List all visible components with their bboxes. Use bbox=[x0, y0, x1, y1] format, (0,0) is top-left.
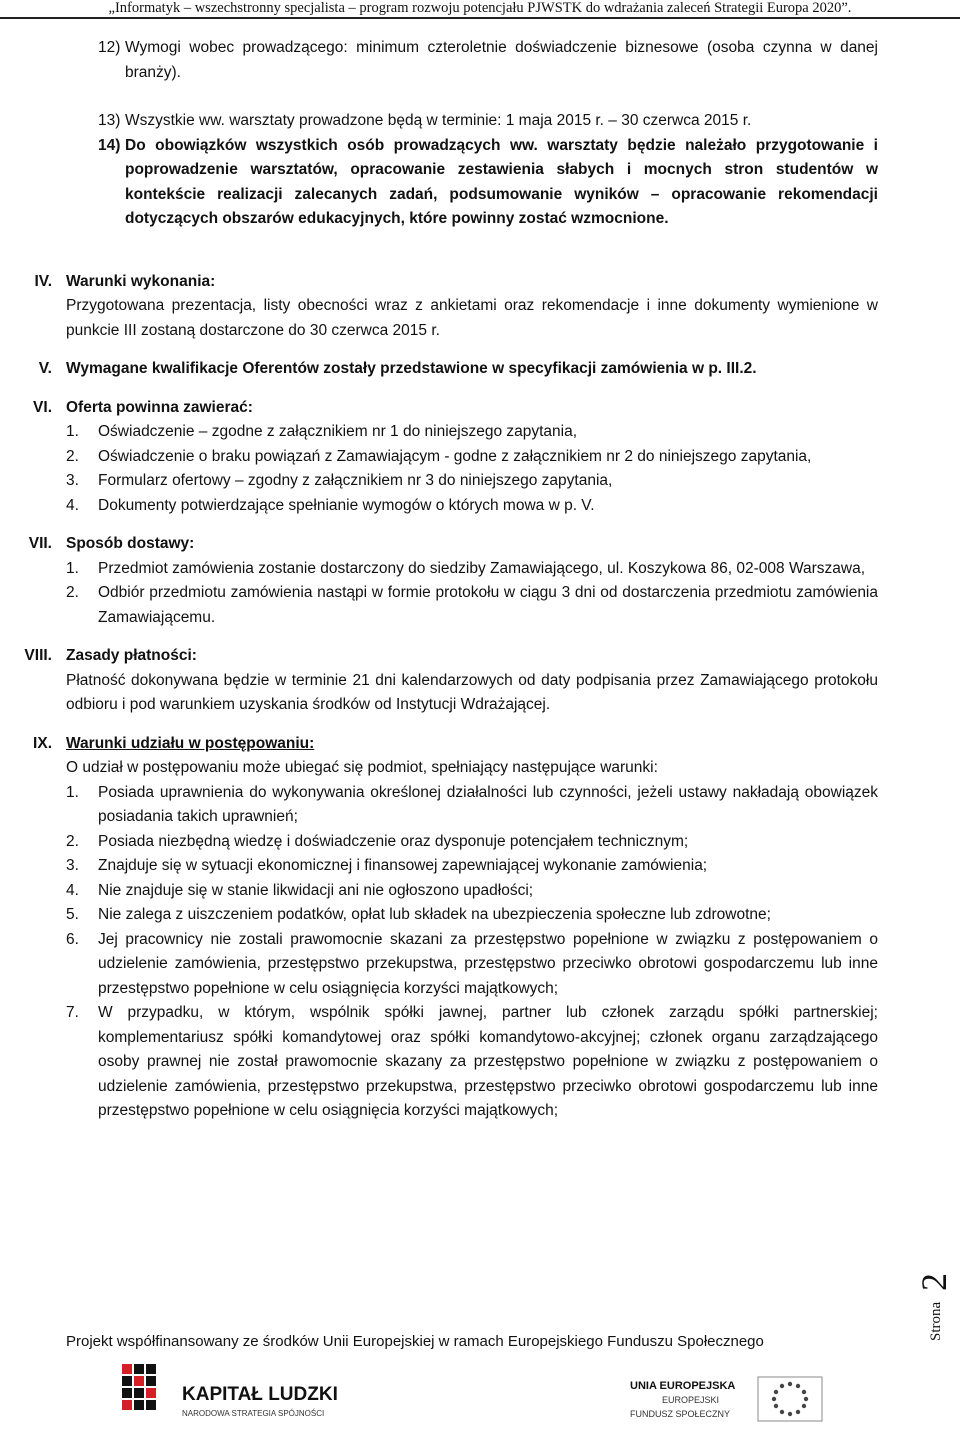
item-text: Nie zalega z uiszczeniem podatków, opłat lub składek na ubezpieczenia społeczne lub zdrowotne; bbox=[98, 906, 771, 923]
item-number: 7. bbox=[66, 1004, 79, 1021]
item-text: Oświadczenie o braku powiązań z Zamawiającym - godne z załącznikiem nr 2 do niniejszego zapytania, bbox=[98, 447, 812, 465]
section-number: V. bbox=[38, 360, 52, 377]
section-viii bbox=[0, 644, 960, 718]
eu-social-fund-logo bbox=[630, 1373, 830, 1433]
paragraph-13 bbox=[0, 109, 960, 134]
list-item bbox=[66, 1001, 878, 1124]
list-item bbox=[66, 494, 878, 519]
item-number: 2. bbox=[66, 832, 79, 850]
conditions-list bbox=[66, 781, 878, 1124]
section-title: Oferta powinna zawierać: bbox=[66, 398, 253, 416]
eu-logo-line2: EUROPEJSKI bbox=[662, 1395, 720, 1405]
item-number: 1. bbox=[66, 559, 79, 577]
item-number: 1. bbox=[66, 783, 79, 801]
section-title: Sposób dostawy: bbox=[66, 535, 195, 552]
kl-logo-subtitle: NARODOWA STRATEGIA SPÓJNOŚCI bbox=[182, 1409, 325, 1418]
section-number: VIII. bbox=[24, 647, 52, 664]
item-text: Nie znajduje się w stanie likwidacji ani nie ogłoszono upadłości; bbox=[98, 881, 534, 899]
item-text: Znajduje się w sytuacji ekonomicznej i finansowej zapewniającej wykonanie zamówienia; bbox=[98, 857, 708, 874]
list-item bbox=[66, 420, 878, 445]
section-title: Warunki udziału w postępowaniu: bbox=[66, 734, 315, 752]
eu-logo-line1: UNIA EUROPEJSKA bbox=[630, 1380, 736, 1392]
item-number: 4. bbox=[66, 881, 79, 899]
page-number: 2 bbox=[914, 1273, 954, 1291]
section-v bbox=[0, 357, 960, 382]
list-item bbox=[66, 469, 878, 494]
section-number: IV. bbox=[34, 272, 52, 290]
page-label: Strona bbox=[928, 1301, 944, 1341]
running-header: „Informatyk – wszechstronny specjalista – program rozwoju potencjału PJWSTK do wdrażania zaleceń Strategii Europa 2020”. bbox=[108, 0, 852, 16]
list-item bbox=[66, 445, 878, 470]
document-body bbox=[0, 36, 960, 1124]
section-iv bbox=[0, 270, 960, 344]
item-text: Jej pracownicy nie zostali prawomocnie skazani za przestępstwo popełnione w związku z postępowaniem o udzielenie zamówienia, przestępstwo przekupstwa, przestępstwo przeciwko obrotowi gospodarczemu lub inne przestępstwo popełnione w celu osiągnięcia korzyści majątkowych; bbox=[98, 930, 878, 997]
footer-funding-text: Projekt współfinansowany ze środków Unii Europejskiej w ramach Europejskiego Funduszu Społecznego bbox=[66, 1333, 764, 1350]
item-number: 1. bbox=[66, 423, 79, 440]
section-number: IX. bbox=[33, 734, 52, 752]
page-number-marker bbox=[902, 1253, 960, 1343]
item-number: 5. bbox=[66, 906, 79, 923]
item-number: 6. bbox=[66, 930, 79, 948]
item-text: Przedmiot zamówienia zostanie dostarczony do siedziby Zamawiającego, ul. Koszykowa 86, 02-008 Warszawa, bbox=[98, 559, 866, 577]
section-vii bbox=[0, 532, 960, 630]
offer-items-list bbox=[66, 420, 878, 518]
item-text: Posiada niezbędną wiedzę i doświadczenie oraz dysponuje potencjałem technicznym; bbox=[98, 832, 689, 850]
section-title: Wymagane kwalifikacje Oferentów zostały przedstawione w specyfikacji zamówienia w p. III.2. bbox=[66, 360, 757, 377]
section-title: Warunki wykonania: bbox=[66, 272, 216, 290]
list-item bbox=[66, 557, 878, 582]
section-body: Przygotowana prezentacja, listy obecności wraz z ankietami oraz rekomendacje i inne dokumenty wymienione w punkcie III zostaną dostarczone do 30 czerwca 2015 r. bbox=[66, 297, 878, 339]
item-text: Posiada uprawnienia do wykonywania określonej działalności lub czynności, jeżeli ustawy nakładają obowiązek posiadania takich uprawnień; bbox=[98, 783, 878, 825]
item-number: 2. bbox=[66, 447, 79, 465]
kl-logo-title: KAPITAŁ LUDZKI bbox=[182, 1384, 338, 1405]
item-text: Formularz ofertowy – zgodny z załącznikiem nr 3 do niniejszego zapytania, bbox=[98, 472, 613, 489]
paragraph-number: 14) bbox=[98, 136, 121, 154]
kapital-ludzki-logo bbox=[120, 1360, 360, 1434]
delivery-items-list bbox=[66, 557, 878, 631]
item-text: Oświadczenie – zgodne z załącznikiem nr 1 do niniejszego zapytania, bbox=[98, 423, 578, 440]
paragraph-number: 13) bbox=[98, 112, 121, 129]
item-number: 2. bbox=[66, 584, 79, 601]
paragraph-12 bbox=[0, 36, 960, 85]
header-rule bbox=[0, 17, 960, 19]
kl-emblem-icon bbox=[122, 1364, 156, 1410]
section-number: VI. bbox=[33, 398, 52, 416]
section-intro: O udział w postępowaniu może ubiegać się podmiot, spełniający następujące warunki: bbox=[66, 759, 658, 776]
item-text: W przypadku, w którym, wspólnik spółki jawnej, partner lub członek zarządu spółki partnerskiej; komplementariusz spółki komandytowej oraz spółki komandytowo-akcyjnej; członek organu zarządzającego osoby prawnej nie został prawomocnie skazany za przestępstwo popełnione w związku z postępowaniem o udzielenie zamówienia, przestępstwo przekupstwa, przestępstwo przeciwko obrotowi gospodarczemu lub inne przestępstwo popełnione w celu osiągnięcia korzyści majątkowych; bbox=[98, 1004, 878, 1119]
paragraph-number: 12) bbox=[98, 39, 121, 56]
list-item bbox=[66, 581, 878, 630]
list-item bbox=[66, 781, 878, 830]
item-text: Dokumenty potwierdzające spełnianie wymogów o których mowa w p. V. bbox=[98, 496, 595, 514]
section-vi bbox=[0, 396, 960, 519]
list-item bbox=[66, 903, 878, 928]
item-text: Odbiór przedmiotu zamówienia nastąpi w formie protokołu w ciągu 3 dni od dostarczenia przedmiotu zamówienia Zamawiającemu. bbox=[98, 584, 878, 626]
eu-logo-line3: FUNDUSZ SPOŁECZNY bbox=[630, 1409, 731, 1419]
item-number: 3. bbox=[66, 857, 79, 874]
section-number: VII. bbox=[28, 535, 52, 552]
list-item bbox=[66, 928, 878, 1002]
list-item bbox=[66, 830, 878, 855]
section-body: Płatność dokonywana będzie w terminie 21 dni kalendarzowych od daty podpisania przez Zamawiającego protokołu odbioru i pod warunkiem uzyskania środków od Instytucji Wdrażającej. bbox=[66, 671, 878, 713]
paragraph-text: Wymogi wobec prowadzącego: minimum czteroletnie doświadczenie biznesowe (osoba czynna w danej branży). bbox=[125, 39, 878, 81]
paragraph-14 bbox=[0, 134, 960, 232]
paragraph-text: Wszystkie ww. warsztaty prowadzone będą w terminie: 1 maja 2015 r. – 30 czerwca 2015 r. bbox=[125, 112, 752, 129]
list-item bbox=[66, 879, 878, 904]
paragraph-text: Do obowiązków wszystkich osób prowadzących ww. warsztaty będzie należało przygotowanie i poprowadzenie warsztatów, opracowanie zestawienia słabych i mocnych stron studentów w kontekście realizacji zalecanych zadań, podsumowanie wyników – opracowanie rekomendacji dotyczących obszarów edukacyjnych, które powinny zostać wzmocnione. bbox=[125, 136, 878, 227]
list-item bbox=[66, 854, 878, 879]
item-number: 3. bbox=[66, 472, 79, 489]
section-title: Zasady płatności: bbox=[66, 647, 197, 664]
section-ix bbox=[0, 732, 960, 1124]
eu-stars-flag-icon bbox=[758, 1377, 822, 1421]
item-number: 4. bbox=[66, 496, 79, 514]
